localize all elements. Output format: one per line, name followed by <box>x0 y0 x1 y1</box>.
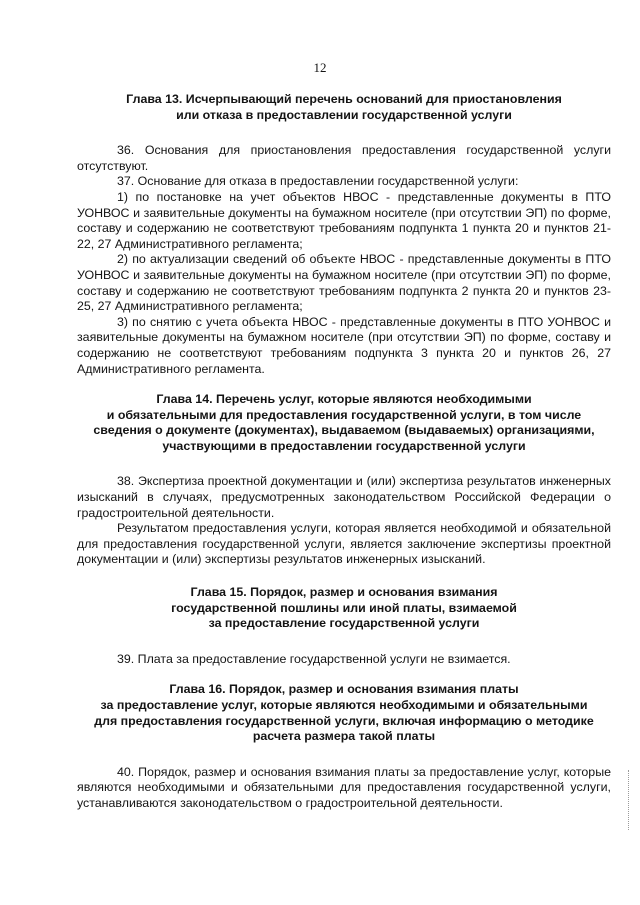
chapter-16-title <box>77 682 611 744</box>
paragraph-37-item-3: 3) по снятию с учета объекта НВОС - представленные документы в ПТО УОНВОС и заявительные документы на бумажном носителе (при отсутствии ЭП) по форме, составу и содержанию не соответствуют требованиям подпункта 3 пункта 20 и пунктов 26, 27 Административного регламента. <box>77 314 611 376</box>
chapter-16-title-line-3: для предоставления государственной услуги, включая информацию о методике <box>94 713 594 728</box>
chapter-14-title-line-2: и обязательными для предоставления государственной услуги, в том числе <box>106 407 582 422</box>
paragraph-36: 36. Основания для приостановления предоставления государственной услуги отсутствуют. <box>77 143 611 173</box>
section-gap <box>77 667 611 682</box>
chapter-14-title-line-4: участвующими в предоставлении государственной услуги <box>162 438 526 453</box>
paragraph-40: 40. Порядок, размер и основания взимания платы за предоставление услуг, которые являются необходимыми и обязательными для предоставления государственной услуги, устанавливаются законодательством о градостроительной деятельности. <box>77 764 611 810</box>
chapter-13-title-line-2: или отказа в предоставлении государственной услуги <box>176 107 512 122</box>
document-body <box>77 92 611 812</box>
chapter-16-title-line-1: Глава 16. Порядок, размер и основания взимания платы <box>169 682 519 697</box>
paragraph-38: 38. Экспертиза проектной документации и (или) экспертиза результатов инженерных изысканий в случаях, предусмотренных законодательством Российской Федерации о градостроительной деятельности. <box>77 474 611 520</box>
chapter-16-title-line-2: за предоставление услуг, которые являются необходимыми и обязательными <box>100 698 588 712</box>
chapter-14-title-line-3: сведения о документе (документах), выдаваемом (выдаваемых) организациями, <box>93 423 595 438</box>
chapter-13-title-line-1: Глава 13. Исчерпывающий перечень оснований для приостановления <box>126 92 562 106</box>
paragraph-39: 39. Плата за предоставление государственной услуги не взимается. <box>117 651 511 666</box>
chapter-15-title-line-3: за предоставление государственной услуги <box>208 616 480 631</box>
chapter-15-title-line-1: Глава 15. Порядок, размер и основания взимания <box>190 585 498 600</box>
chapter-15-title-line-2: государственной пошлины или иной платы, взимаемой <box>171 600 517 615</box>
chapter-15-title <box>77 585 611 632</box>
paragraph-37-item-1: 1) по постановке на учет объектов НВОС - представленные документы в ПТО УОНВОС и заявительные документы на бумажном носителе (при отсутствии ЭП) по форме, составу и содержанию не соответствуют требованиям подпункта 1 пункта 20 и пунктов 21-22, 27 Административного регламента; <box>77 189 611 251</box>
chapter-13 <box>77 92 611 377</box>
chapter-16-title-line-4: расчета размера такой платы <box>252 729 436 744</box>
page-number: 12 <box>313 60 327 75</box>
chapter-14-title-line-1: Глава 14. Перечень услуг, которые являются необходимыми <box>156 392 532 407</box>
section-gap <box>77 568 611 585</box>
scan-artifact-line <box>628 770 630 830</box>
chapter-14-title <box>77 392 611 454</box>
paragraph-37-item-2: 2) по актуализации сведений об объекте НВОС - представленные документы в ПТО УОНВОС и заявительные документы на бумажном носителе (при отсутствии ЭП) по форме, составу и содержанию не соответствуют требованиям подпункта 2 пункта 20 и пунктов 23-25, 27 Административного регламента; <box>77 252 611 314</box>
chapter-14 <box>77 392 611 568</box>
chapter-13-title <box>77 92 611 123</box>
paragraph-37: 37. Основание для отказа в предоставлении государственной услуги: <box>117 174 519 189</box>
paragraph-38-result: Результатом предоставления услуги, которая является необходимой и обязательной для предоставления государственной услуги, является заключение экспертизы проектной документации и (или) экспертизы результатов инженерных изысканий. <box>77 521 611 567</box>
section-gap <box>77 377 611 392</box>
chapter-16 <box>77 682 611 811</box>
chapter-15 <box>77 585 611 667</box>
